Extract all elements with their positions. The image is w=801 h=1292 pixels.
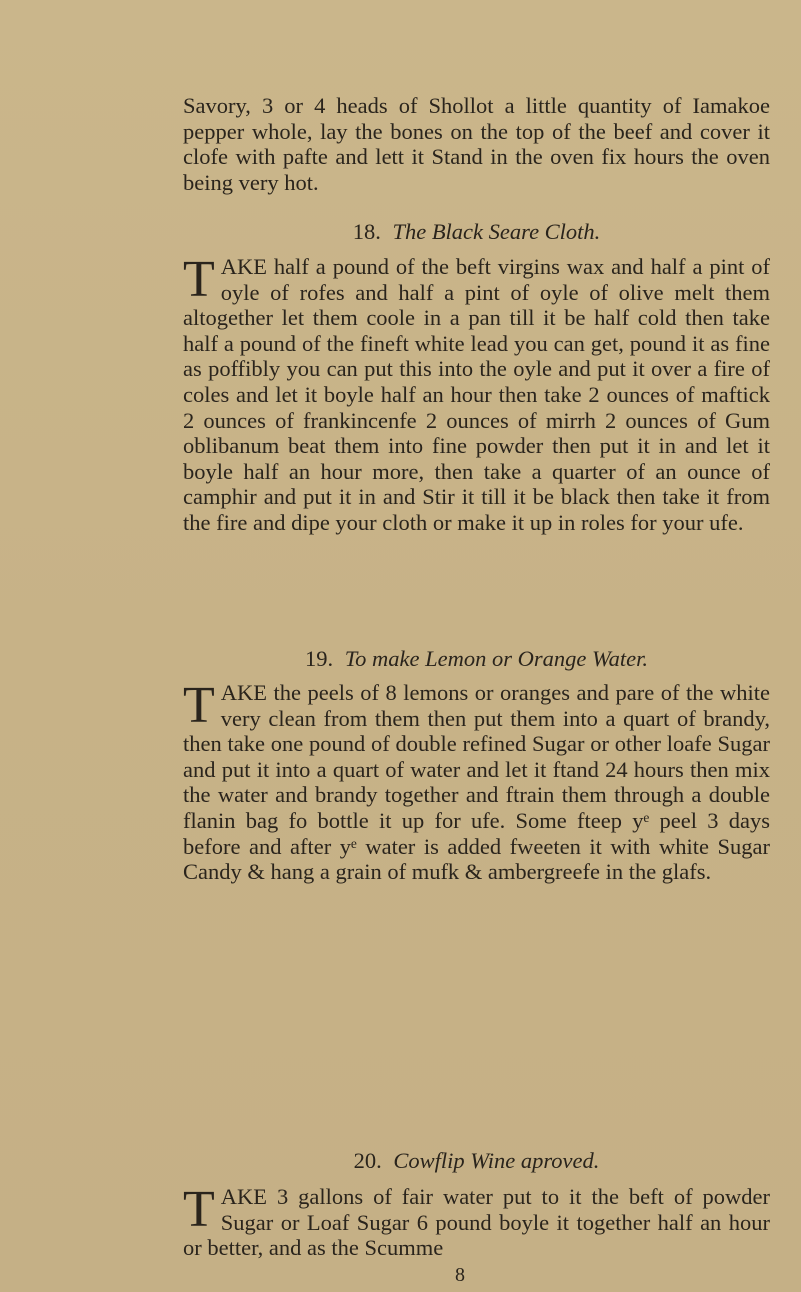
section-body-20: [183, 1181, 770, 1261]
page-number: 8: [455, 1264, 465, 1286]
section-heading-20: [183, 1148, 770, 1174]
intro-text: Savory, 3 or 4 heads of Shollot a little quantity of Iamakoe pepper whole, lay the bones on the top of the beef and cover it clofe with pafte and lett it Stand in the oven fix hours the oven being very hot.: [183, 93, 770, 195]
section-number: 19.: [304, 646, 334, 671]
intro-paragraph: [183, 93, 770, 195]
drop-cap: T: [183, 1181, 215, 1238]
section-number: 20.: [353, 1148, 382, 1173]
section-title: To make Lemon or Orange Water.: [344, 646, 649, 671]
section-heading-19: [183, 646, 770, 672]
section-body-19: [183, 677, 770, 885]
section-number: 18.: [352, 219, 381, 244]
section-text: AKE 3 gallons of fair water put to it the beft of powder Sugar or Loaf Sugar 6 pound boyle it together half an hour or better, and as the Scumme: [183, 1184, 770, 1261]
section-title: Cowflip Wine aproved.: [393, 1148, 600, 1173]
section-text: AKE the peels of 8 lemons or oranges and pare of the white very clean from them then put them into a quart of brandy, then take one pound of double refined Sugar or other loafe Sugar and put it into a quart of water and let it ftand 24 hours then mix the water and brandy together and ftrain them through a double flanin bag fo bottle it up for ufe. Some fteep yᵉ peel 3 days before and after yᵉ water is added fweeten it with white Sugar Candy & hang a grain of mufk & ambergreefe in the glafs.: [183, 680, 770, 885]
section-text: AKE half a pound of the beft virgins wax and half a pint of oyle of rofes and half a pint of oyle of olive melt them altogether let them coole in a pan till it be half cold then take half a pound of the fineft white lead you can get, pound it as fine as poffibly you can put this into the oyle and put it over a fire of coles and let it boyle half an hour then take 2 ounces of maftick 2 ounces of frankincenfe 2 ounces of mirrh 2 ounces of Gum oblibanum beat them into fine powder then put it in and let it boyle half an hour more, then take a quarter of an ounce of camphir and put it in and Stir it till it be black then take it from the fire and dipe your cloth or make it up in roles for your ufe.: [183, 254, 770, 535]
section-heading-18: [183, 219, 770, 245]
section-title: The Black Seare Cloth.: [392, 219, 601, 244]
drop-cap: T: [183, 677, 215, 734]
drop-cap: T: [183, 251, 215, 308]
section-body-18: [183, 251, 770, 536]
